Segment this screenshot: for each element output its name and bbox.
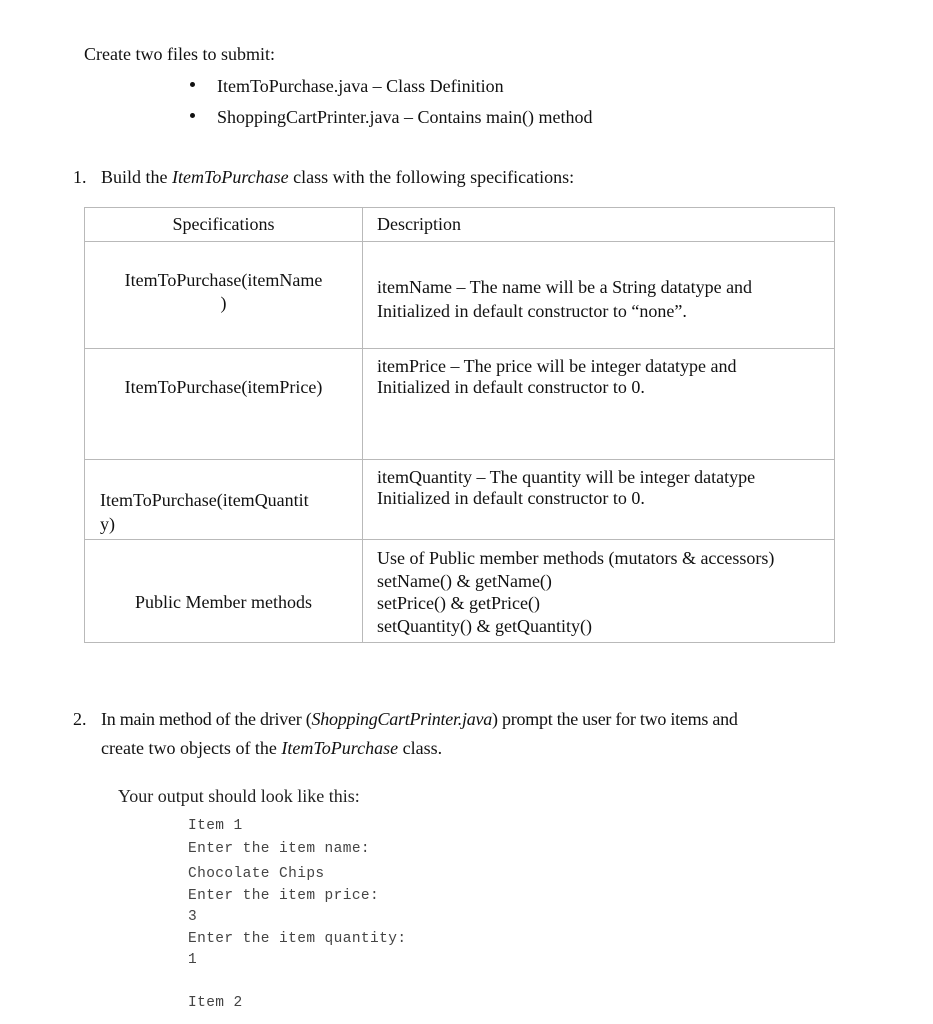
step1-class-name: ItemToPurchase <box>172 167 289 187</box>
spec-line: ) <box>220 293 227 313</box>
spec-line: ItemToPurchase(itemQuantit <box>100 490 309 510</box>
step1-prefix: Build the <box>101 167 172 187</box>
bullet-icon <box>190 82 195 87</box>
output-line-7: 1 <box>188 952 198 968</box>
intro-heading: Create two files to submit: <box>84 44 275 64</box>
output-line-4: Enter the item price: <box>188 888 380 904</box>
step2-class-name: ItemToPurchase <box>281 738 399 758</box>
bullet-icon <box>190 113 195 118</box>
spec-line: ItemToPurchase(itemPrice) <box>124 377 323 397</box>
step2-number: 2. <box>73 709 87 729</box>
desc-line: itemName – The name will be a String datatype and <box>377 277 753 297</box>
step2-suffix-2: class. <box>398 738 443 758</box>
row-divider <box>85 348 834 349</box>
file-item-2: ShoppingCartPrinter.java – Contains main() method <box>217 107 593 127</box>
step1-text <box>101 166 574 188</box>
specifications-table <box>84 207 835 643</box>
table-header-specifications: Specifications <box>172 214 275 234</box>
desc-line: setPrice() & getPrice() <box>377 593 540 613</box>
output-line-6: Enter the item quantity: <box>188 931 407 947</box>
table-row-2-spec <box>85 377 362 398</box>
step2-line-2 <box>101 737 442 759</box>
row-divider <box>85 539 834 540</box>
file-item-1: ItemToPurchase.java – Class Definition <box>217 76 504 96</box>
table-row-1-desc <box>377 275 752 323</box>
output-line-1: Item 1 <box>188 818 243 834</box>
desc-line: Initialized in default constructor to 0. <box>377 488 645 508</box>
step2-prefix: In main method of the driver ( <box>101 709 312 729</box>
table-row-4-spec <box>85 592 362 613</box>
desc-line: Initialized in default constructor to 0. <box>377 377 645 397</box>
output-line-2: Enter the item name: <box>188 841 371 857</box>
table-row-1-spec <box>85 270 362 314</box>
table-row-3-spec <box>100 488 309 536</box>
step1-suffix: class with the following specifications: <box>288 167 575 187</box>
table-row-3-desc <box>377 467 755 509</box>
step1-number: 1. <box>73 167 87 187</box>
desc-line: itemQuantity – The quantity will be integer datatype <box>377 467 756 487</box>
row-divider <box>85 459 834 460</box>
output-line-5: 3 <box>188 909 198 925</box>
output-caption: Your output should look like this: <box>118 786 360 806</box>
desc-line: setQuantity() & getQuantity() <box>377 615 592 636</box>
table-row-4-desc <box>377 547 774 637</box>
output-line-8: Item 2 <box>188 995 243 1011</box>
table-row-2-desc <box>377 356 737 398</box>
step2-suffix: ) prompt the user for two items and <box>491 709 738 729</box>
desc-line: Use of Public member methods (mutators & accessors) <box>377 548 775 568</box>
row-divider <box>85 241 834 242</box>
desc-line: setName() & getName() <box>377 570 552 591</box>
desc-line: Initialized in default constructor to “none”. <box>377 301 687 321</box>
spec-line: Public Member methods <box>135 592 312 612</box>
step2-line-1 <box>101 708 738 730</box>
output-line-3: Chocolate Chips <box>188 866 325 882</box>
column-divider <box>362 208 363 642</box>
step2-prefix-2: create two objects of the <box>101 738 282 758</box>
table-header-description: Description <box>377 214 461 234</box>
spec-line: ItemToPurchase(itemName <box>124 270 323 290</box>
spec-line: y) <box>100 514 115 534</box>
desc-line: itemPrice – The price will be integer datatype and <box>377 356 737 376</box>
driver-file-name: ShoppingCartPrinter.java <box>311 709 492 729</box>
